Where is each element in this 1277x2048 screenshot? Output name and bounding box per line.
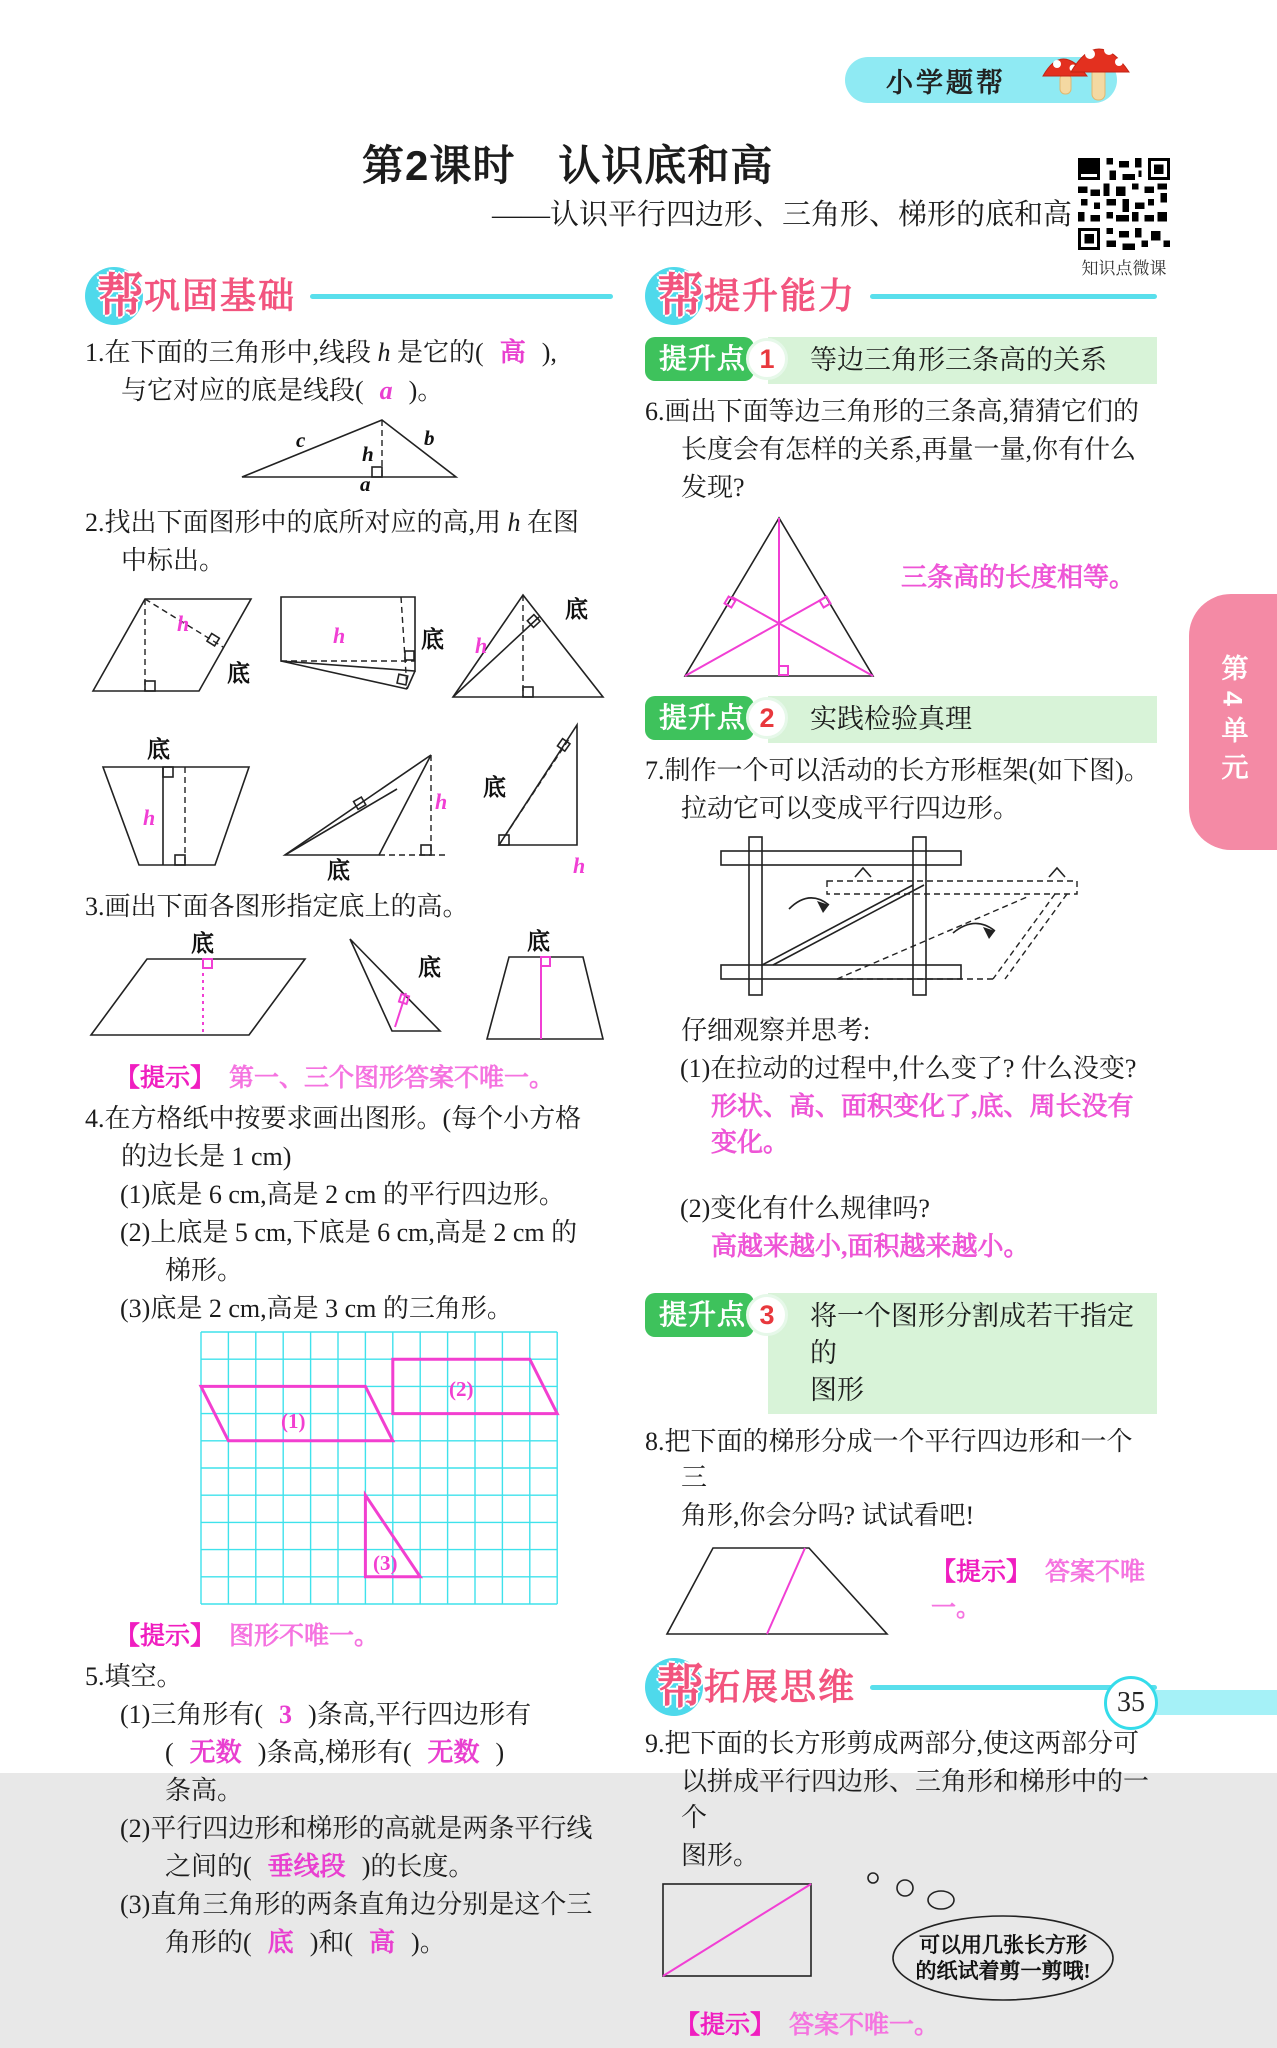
svg-text:的纸试着剪一剪哦!: 的纸试着剪一剪哦! [915,1959,1091,1983]
section-header-basics [85,265,613,327]
problem-4-item-1: (1)底是 6 cm,高是 2 cm 的平行四边形。 [120,1180,565,1209]
svg-text:底: 底 [527,929,550,954]
section-prefix: 帮 [97,269,144,322]
answer-p6: 三条高的长度相等。 [901,563,1136,592]
brand-badge-text: 小学题帮 [886,67,1006,98]
figure-p3-row [85,931,613,1051]
answer-blank: 无数 [189,1738,242,1767]
figure-quadrilateral [275,585,447,707]
problem-2-line-2: 中标出。 [121,546,226,575]
problem-5-line-1: 5.填空。 [85,1662,183,1691]
answer-p7-1: 形状、高、面积变化了,底、周长没有变化。 [711,1092,1134,1157]
svg-text:底: 底 [227,661,250,686]
section-header-expand [645,1656,1157,1718]
page-title: 第2课时 认识底和高 [362,142,774,189]
figure-p1-triangle [85,413,613,501]
problem-7-q1: (1)在拉动的过程中,什么变了? 什么没变? [680,1054,1137,1083]
answer-blank: 垂线段 [267,1852,346,1881]
section-prefix: 帮 [657,269,704,322]
boost-title: 实践检验真理 [768,696,1157,743]
boost-number: 2 [746,697,788,739]
svg-text:h: h [177,611,190,636]
figure-parallelogram [85,585,275,707]
svg-text:h: h [143,805,156,830]
problem-4-line-2: 的边长是 1 cm) [121,1142,292,1171]
page-subtitle: ——认识平行四边形、三角形、梯形的底和高 [492,199,1073,231]
answer-p7-2: 高越来越小,面积越来越小。 [711,1232,1030,1261]
problem-2-line-1: 2.找出下面图形中的底所对应的高,用 h 在图 [85,508,580,537]
left-column [85,265,613,1961]
svg-text:底: 底 [483,775,506,800]
figure-p8-trapezoid [645,1540,1157,1642]
problem-9-line-1: 9.把下面的长方形剪成两部分,使这两部分可 [645,1729,1140,1758]
hint-p4: 【提示】 图形不唯一。 [115,1623,380,1650]
svg-text:(3): (3) [373,1551,398,1575]
problem-1-line-2: 与它对应的底是线段( a )。 [121,376,444,405]
answer-blank: a [379,376,393,405]
problem-4-line-1: 4.在方格纸中按要求画出图形。(每个小方格 [85,1104,582,1133]
figure-triangle [447,585,613,707]
boost-point-2: 提升点 2 实践检验真理 [645,696,1157,743]
svg-text:可以用几张长方形: 可以用几张长方形 [919,1933,1087,1957]
mushroom-icon [1035,28,1135,121]
problem-4-item-3: (3)底是 2 cm,高是 3 cm 的三角形。 [120,1294,513,1323]
answer-blank: 3 [278,1700,292,1729]
section-header-improve [645,265,1157,327]
boost-point-3: 提升点 3 将一个图形分割成若干指定的 图形 [645,1293,1157,1414]
right-column [645,265,1157,2048]
figure-p6-equilateral [645,510,1157,686]
qr-code [1078,158,1170,250]
figure-thin-triangle [340,931,452,1043]
svg-text:底: 底 [421,627,444,652]
problem-4-item-2b: 梯形。 [165,1256,244,1285]
section-rule [870,294,1157,299]
problem-6-line-3: 发现? [681,473,745,502]
svg-text:底: 底 [191,931,214,956]
svg-text:h: h [362,442,374,466]
section-label: 提升能力 [704,275,857,316]
problem-9-line-3: 图形。 [681,1841,760,1870]
problem-5-item-2b: 之间的( 垂线段 )的长度。 [165,1852,475,1881]
problem-3-line-1: 3.画出下面各图形指定底上的高。 [85,892,469,921]
boost-number: 1 [746,338,788,380]
figure-rectangle-diagonal [659,1880,817,1982]
boost-title: 将一个图形分割成若干指定的 图形 [768,1293,1157,1414]
unit-tab [1189,594,1277,850]
problem-8-line-1: 8.把下面的梯形分成一个平行四边形和一个三 [645,1427,1133,1492]
problem-6-line-1: 6.画出下面等边三角形的三条高,猜猜它们的 [645,397,1140,426]
page-number: 35 [1104,1676,1158,1730]
svg-text:h: h [475,633,488,658]
problem-6-line-2: 长度会有怎样的关系,再量一量,你有什么 [681,435,1137,464]
qr-caption: 知识点微课 [1081,259,1167,278]
hint-p9: 【提示】 答案不唯一。 [675,2012,940,2039]
problem-5-item-1c: 条高。 [165,1776,244,1805]
figure-p7-frame [645,831,1157,1009]
problem-5-item-1b: ( 无数 )条高,梯形有( 无数 ) [165,1738,505,1767]
svg-text:底: 底 [418,955,441,980]
problem-9-line-2: 以拼成平行四边形、三角形和梯形中的一个 [681,1767,1150,1832]
svg-text:h: h [435,789,448,814]
problem-8-line-2: 角形,你会分吗? 试试看吧! [681,1501,975,1530]
svg-text:h: h [333,623,346,648]
hint-p8: 【提示】 答案不唯一。 [931,1559,1146,1622]
figure-p4-grid [145,1331,613,1615]
section-rule [310,294,613,299]
problem-5-item-2: (2)平行四边形和梯形的高就是两条平行线 [120,1814,593,1843]
answer-blank: 无数 [427,1738,480,1767]
unit-tab-label: 第4单元 [1217,653,1248,791]
problem-7-line-1: 7.制作一个可以活动的长方形框架(如下图)。 [645,756,1150,785]
figure-obtuse-triangle [279,737,467,883]
svg-text:底: 底 [327,858,350,883]
svg-text:c: c [296,428,306,452]
answer-blank: 高 [369,1928,396,1957]
figure-parallelogram-base-top [85,931,313,1043]
svg-text:底: 底 [147,737,170,762]
problem-1-line-1: 1.在下面的三角形中,线段 h 是它的( 高 ), [85,338,557,367]
section-label: 拓展思维 [704,1666,857,1707]
hint-p3: 【提示】 第一、三个图形答案不唯一。 [115,1065,555,1092]
svg-text:底: 底 [565,597,588,622]
problem-4-item-2: (2)上底是 5 cm,下底是 6 cm,高是 2 cm 的 [120,1218,578,1247]
thought-bubble [859,1866,1117,2004]
boost-number: 3 [746,1294,788,1336]
section-prefix: 帮 [657,1660,704,1713]
figure-p2-row-2 [85,717,613,883]
svg-text:(2): (2) [449,1377,474,1401]
section-label: 巩固基础 [144,275,297,316]
svg-text:h: h [573,853,586,878]
problem-7-q2: (2)变化有什么规律吗? [680,1194,930,1223]
problem-5-item-1: (1)三角形有( 3 )条高,平行四边形有 [120,1700,532,1729]
problem-5-item-3: (3)直角三角形的两条直角边分别是这个三 [120,1890,593,1919]
figure-p2-row-1 [85,585,613,707]
boost-point-1: 提升点 1 等边三角形三条高的关系 [645,337,1157,384]
figure-trapezoid [85,737,265,879]
answer-blank: 底 [267,1928,294,1957]
problem-7-think: 仔细观察并思考: [681,1016,871,1045]
svg-text:(1): (1) [281,1409,306,1433]
problem-5-item-3b: 角形的( 底 )和( 高 )。 [165,1928,446,1957]
answer-blank: 高 [499,338,526,367]
svg-text:b: b [424,426,435,450]
svg-text:a: a [360,472,371,496]
problem-7-line-2: 拉动它可以变成平行四边形。 [681,794,1020,823]
figure-p9 [645,1880,1157,2004]
boost-title: 等边三角形三条高的关系 [768,337,1157,384]
figure-right-triangle [481,717,613,879]
figure-trapezoid-base-top [479,931,613,1051]
